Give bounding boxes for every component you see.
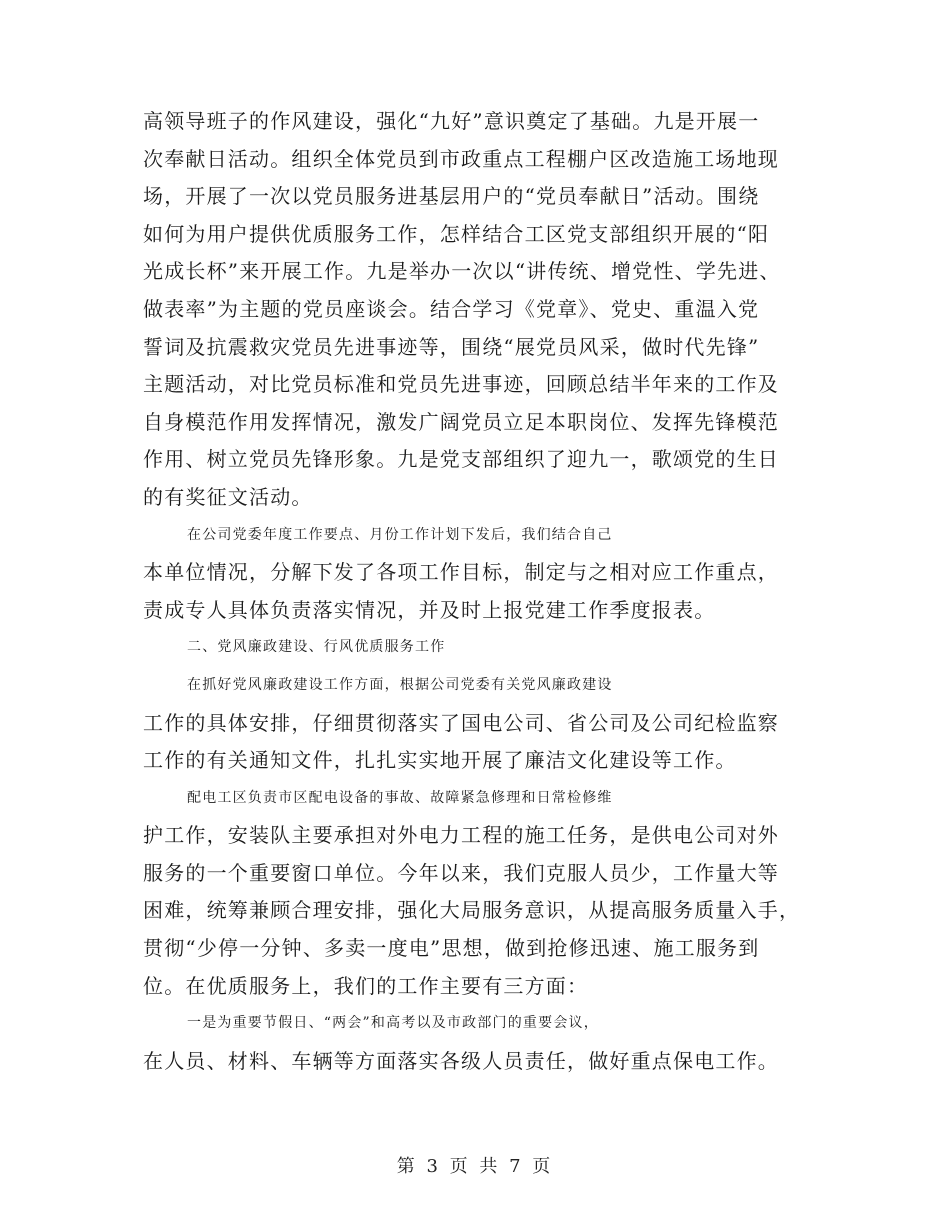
text-line: 在公司党委年度工作要点、月份工作计划下发后，我们结合自己: [187, 526, 613, 543]
text-line: 次奉献日活动。组织全体党员到市政重点工程棚户区改造施工场地现: [143, 146, 779, 171]
text-line: 在人员、材料、车辆等方面落实各级人员责任，做好重点保电工作。: [143, 1048, 779, 1073]
text-line: 贯彻“少停一分钟、多卖一度电”思想，做到抢修迅速、施工服务到: [143, 936, 760, 961]
document-body: [143, 103, 813, 1080]
text-line: 工作的具体安排，仔细贯彻落实了国电公司、省公司及公司纪检监察: [143, 710, 779, 735]
text-line: 作用、树立党员先锋形象。九是党支部组织了迎九一，歌颂党的生日: [143, 447, 779, 472]
text-line: 做表率”为主题的党员座谈会。结合学习《党章》、党史、重温入党: [143, 296, 760, 321]
text-line: 二、党风廉政建设、行风优质服务工作: [187, 639, 446, 656]
body-paragraph: [143, 103, 813, 1080]
text-line: 自身模范作用发挥情况，激发广阔党员立足本职岗位、发挥先锋模范: [143, 409, 779, 434]
text-line: 护工作，安装队主要承担对外电力工程的施工任务，是供电公司对外: [143, 823, 779, 848]
text-line: 誓词及抗震救灾党员先进事迹等，围绕“展党员风采，做时代先锋”: [143, 334, 760, 359]
page-number-footer: 第 3 页 共 7 页: [396, 1156, 554, 1177]
text-line: 高领导班子的作风建设，强化“九好”意识奠定了基础。九是开展一: [143, 109, 760, 133]
text-line: 一是为重要节假日、“两会”和高考以及市政部门的重要会议，: [187, 1015, 599, 1032]
text-line: 如何为用户提供优质服务工作，怎样结合工区党支部组织开展的“阳: [143, 221, 770, 246]
text-line: 位。在优质服务上，我们的工作主要有三方面：: [143, 973, 589, 998]
text-line: 责成专人具体负责落实情况，并及时上报党建工作季度报表。: [143, 597, 716, 622]
text-line: 困难，统筹兼顾合理安排，强化大局服务意识，从提高服务质量入手，: [143, 898, 801, 923]
text-line: 服务的一个重要窗口单位。今年以来，我们克服人员少，工作量大等: [143, 860, 779, 885]
text-line: 本单位情况，分解下发了各项工作目标，制定与之相对应工作重点，: [143, 560, 779, 585]
text-line: 工作的有关通知文件，扎扎实实地开展了廉洁文化建设等工作。: [143, 748, 737, 773]
text-line: 光成长杯”来开展工作。九是举办一次以“讲传统、增党性、学先进、: [143, 259, 781, 284]
text-line: 场，开展了一次以党员服务进基层用户的“党员奉献日”活动。围绕: [143, 184, 760, 209]
text-line: 在抓好党风廉政建设工作方面，根据公司党委有关党风廉政建设: [187, 676, 613, 693]
text-line: 主题活动，对比党员标准和党员先进事迹，回顾总结半年来的工作及: [143, 372, 779, 397]
text-line: 的有奖征文活动。: [143, 484, 313, 509]
text-line: 配电工区负责市区配电设备的事故、故障紧急修理和日常检修维: [187, 789, 613, 806]
